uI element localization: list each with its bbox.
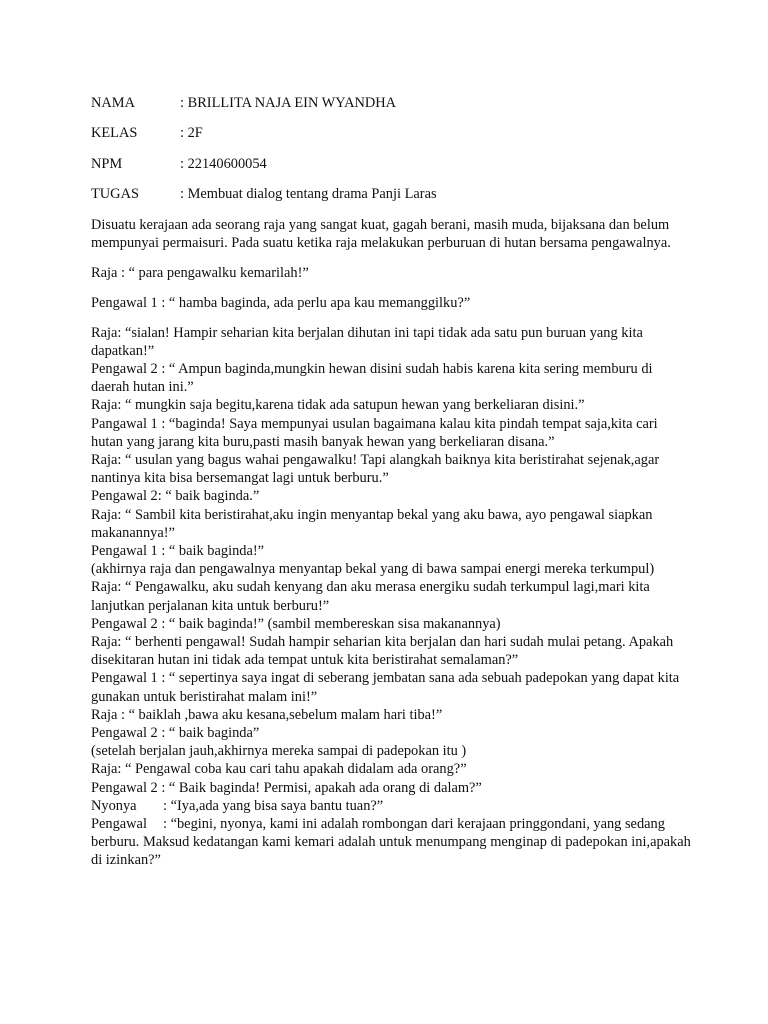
dialog-line: Raja: “ Pengawalku, aku sudah kenyang dan aku merasa energiku sudah terkumpul lagi,mari kita lanjutkan perjalanan kita untuk berburu!” [91, 579, 650, 614]
label-kelas: KELAS [91, 125, 138, 142]
dialog-line: Pengawal 1 : “ baik baginda!” [91, 543, 265, 560]
dialog-line: Pengawal 2 : “ baik baginda!” (sambil membereskan sisa makanannya) [91, 615, 501, 632]
value-tugas: : Membuat dialog tentang drama Panji Laras [180, 186, 437, 203]
label-nama: NAMA [91, 95, 135, 111]
dialog-line: Raja: “sialan! Hampir seharian kita berjalan dihutan ini tapi tidak ada satu pun buruan yang kita dapatkan!” [91, 324, 643, 359]
intro-paragraph: Disuatu kerajaan ada seorang raja yang sangat kuat, gagah berani, masih muda, bijaksana dan belum mempunyai permaisuri. Pada suatu ketika raja melakukan perburuan di hutan bersama pengawalnya. [91, 217, 671, 252]
dialog-line: Pangawal 1 : “baginda! Saya mempunyai usulan bagaimana kalau kita pindah tempat saja,kita cari hutan yang jarang kita buru,pasti masih banyak hewan yang berkeliaran disana.” [91, 415, 658, 450]
dialog-line: Pengawal 2 : “ Ampun baginda,mungkin hewan disini sudah habis karena kita sering memburu di daerah hutan ini.” [91, 361, 653, 396]
dialog-block [91, 324, 691, 870]
header-row-nama [91, 93, 691, 123]
header-row-tugas [91, 184, 691, 214]
identity-header [91, 93, 691, 215]
label-tugas: TUGAS [91, 186, 139, 203]
value-kelas: : 2F [180, 125, 203, 142]
dialog-line: Pengawal 2 : “ Baik baginda! Permisi, apakah ada orang di dalam?” [91, 779, 482, 796]
dialog-line: Raja: “ usulan yang bagus wahai pengawalku! Tapi alangkah baiknya kita beristirahat sejenak,agar nantinya kita bisa bersemangat lagi untuk berburu.” [91, 452, 660, 487]
dialog-line: Raja: “ berhenti pengawal! Sudah hampir seharian kita berjalan dan hari sudah mulai petang. Apakah disekitaran hutan ini tidak ada tempat untuk kita beristirahat semalaman?” [91, 634, 674, 669]
dialog-line: Pengawal 2 : “ baik baginda” [91, 725, 260, 742]
dialog-line: Raja: “ Pengawal coba kau cari tahu apakah didalam ada orang?” [91, 761, 467, 778]
dialog-line: Pengawal 2: “ baik baginda.” [91, 488, 260, 505]
document-body [91, 216, 691, 870]
speaker-pengawal: Pengawal [91, 816, 147, 833]
dialog-line-pengawal-reply: Pengawal 1 : “ hamba baginda, ada perlu apa kau memanggilku?” [91, 294, 471, 311]
value-npm: : 22140600054 [180, 155, 267, 172]
dialog-line: Raja: “ mungkin saja begitu,karena tidak ada satupun hewan yang berkeliaran disini.” [91, 397, 585, 414]
value-nama: : BRILLITA NAJA EIN WYANDHA [180, 95, 397, 111]
dialog-line: Raja : “ baiklah ,bawa aku kesana,sebelum malam hari tiba!” [91, 706, 443, 723]
dialog-line-raja-opening: Raja : “ para pengawalku kemarilah!” [91, 265, 309, 281]
dialog-line-nyonya [91, 797, 691, 815]
pengawal-text: : “begini, nyonya, kami ini adalah rombongan dari kerajaan pringgondani, yang sedang berburu. Maksud kedatangan kami kemari adalah untuk menumpang menginap di padepokan ini,apakah di izinkan?” [91, 816, 691, 869]
header-row-npm [91, 154, 691, 184]
dialog-line-pengawal [91, 815, 691, 870]
dialog-line: Raja: “ Sambil kita beristirahat,aku ingin menyantap bekal yang aku bawa, ayo pengawal siapkan makanannya!” [91, 506, 653, 541]
speaker-nyonya: Nyonya [91, 797, 137, 814]
dialog-line: Pengawal 1 : “ sepertinya saya ingat di seberang jembatan sana ada sebuah padepokan yang dapat kita gunakan untuk beristirahat malam ini!” [91, 670, 680, 705]
stage-direction: (setelah berjalan jauh,akhirnya mereka sampai di padepokan itu ) [91, 743, 467, 760]
nyonya-text: : “Iya,ada yang bisa saya bantu tuan?” [163, 797, 384, 814]
label-npm: NPM [91, 155, 123, 172]
stage-direction: (akhirnya raja dan pengawalnya menyantap bekal yang di bawa sampai energi mereka terkumpul) [91, 561, 655, 578]
header-row-kelas [91, 123, 691, 153]
